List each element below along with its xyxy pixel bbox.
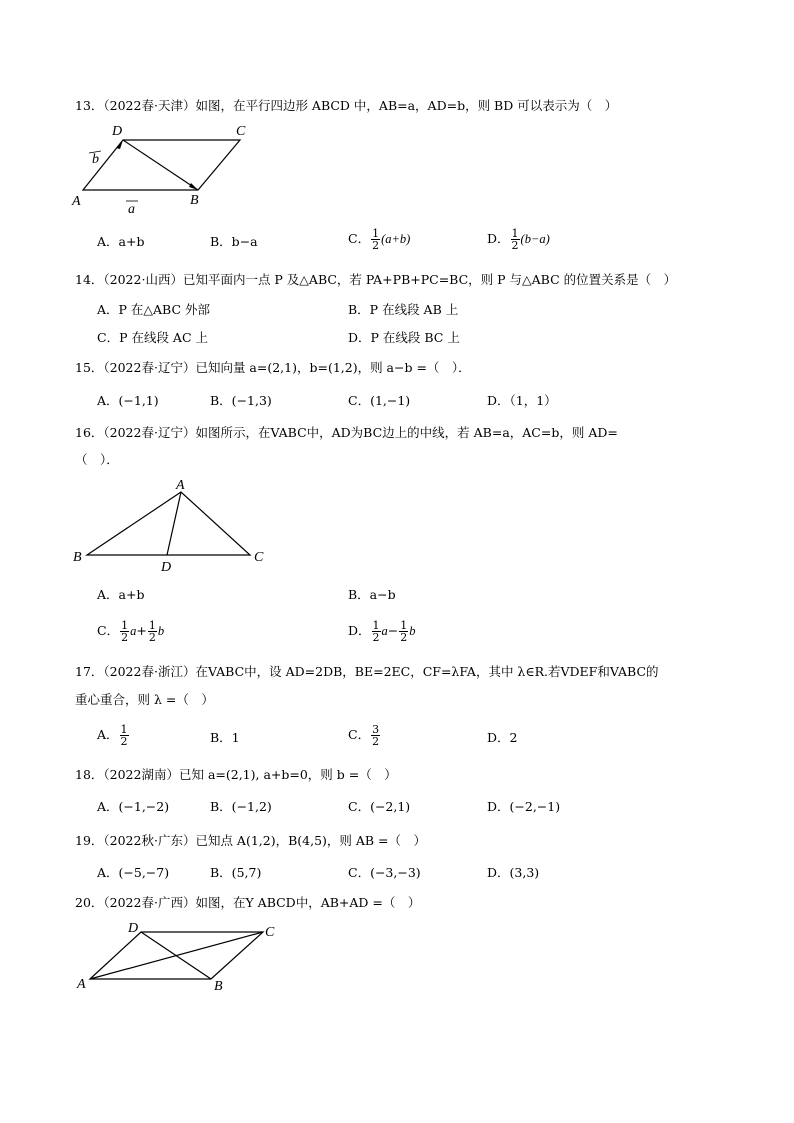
q16-triangle-figure <box>70 476 280 576</box>
q13-option-c[interactable]: C． $\frac{1}{2}$ (a+b) <box>348 227 411 252</box>
q13-label-vec-b: b <box>92 152 99 167</box>
q15-option-a[interactable]: A．(−1,1) <box>97 393 159 408</box>
q20-label-d: D <box>128 921 139 936</box>
q20-label-c: C <box>265 925 275 940</box>
q13-label-d: D <box>112 124 123 139</box>
question-16-stem-line2: （ ）． <box>75 452 119 467</box>
q16-label-b: B <box>73 550 82 565</box>
q17-option-a[interactable]: A． $\frac{1}{2}$ <box>97 723 128 748</box>
q13-d-fraction: $\frac{1}{2}$ <box>511 227 519 252</box>
q17-option-c[interactable]: C． $\frac{3}{2}$ <box>348 723 380 748</box>
q13-label-vec-a: a <box>128 202 135 217</box>
question-18-stem: 18．（2022湖南）已知 a=(2,1), a+b=0，则 b =（ ） <box>75 767 397 782</box>
q14-option-b[interactable]: B．P 在线段 AB 上 <box>348 302 459 317</box>
q13-option-d[interactable]: D． $\frac{1}{2}$ (b−a) <box>487 227 550 252</box>
q16-option-a[interactable]: A．a+b <box>97 587 145 602</box>
q15-option-d[interactable]: D．（1，1） <box>487 393 557 408</box>
q18-option-d[interactable]: D．(−2,−1) <box>487 799 561 814</box>
q17-option-b[interactable]: B．1 <box>210 730 240 745</box>
q16-label-a: A <box>176 478 185 493</box>
question-16-stem: 16．（2022春·辽宁）如图所示，在VABC中，AD为BC边上的中线，若 AB=a，AC=b，则 AD= <box>75 425 618 440</box>
q19-option-d[interactable]: D．(3,3) <box>487 865 540 880</box>
q16-option-d[interactable]: D． $\frac{1}{2}$ a− $\frac{1}{2}$ b <box>348 619 416 644</box>
q13-arrowhead-bd <box>189 183 198 190</box>
q15-option-b[interactable]: B．(−1,3) <box>210 393 272 408</box>
q14-option-d[interactable]: D．P 在线段 BC 上 <box>348 330 460 345</box>
question-15-stem: 15．（2022春·辽宁）已知向量 a=(2,1)，b=(1,2)，则 a−b =（ ）． <box>75 360 471 375</box>
q13-arrowhead-ad <box>116 140 123 149</box>
question-14-stem: 14．（2022·山西）已知平面内一点 P 及△ABC，若 PA+PB+PC=BC，则 P 与△ABC 的位置关系是（ ） <box>75 272 677 287</box>
q20-label-a: A <box>77 977 86 992</box>
q16-option-b[interactable]: B．a−b <box>348 587 396 602</box>
q18-option-b[interactable]: B．(−1,2) <box>210 799 272 814</box>
question-20-stem: 20．（2022春·广西）如图，在Y ABCD中，AB+AD =（ ） <box>75 895 421 910</box>
question-19-stem: 19．（2022秋·广东）已知点 A(1,2)，B(4,5)，则 AB =（ ） <box>75 833 427 848</box>
q20-label-b: B <box>214 979 223 994</box>
q16-median-ad <box>167 492 181 555</box>
q19-option-c[interactable]: C．(−3,−3) <box>348 865 421 880</box>
q17-option-d[interactable]: D．2 <box>487 730 518 745</box>
question-17-stem-line2: 重心重合，则 λ =（ ） <box>75 692 214 707</box>
q15-option-c[interactable]: C．(1,−1) <box>348 393 411 408</box>
q13-label-c: C <box>236 124 246 139</box>
q16-label-d: D <box>161 560 172 575</box>
question-17-stem: 17．（2022春·浙江）在VABC中，设 AD=2DB，BE=2EC，CF=λFA，其中 λ∈R.若VDEF和VABC的 <box>75 664 659 679</box>
q20-diagonal-bd <box>141 932 211 979</box>
q13-label-b: B <box>190 193 199 208</box>
question-13-stem: 13．（2022春·天津）如图，在平行四边形 ABCD 中，AB=a，AD=b，则 BD 可以表示为（ ） <box>75 98 618 113</box>
q19-option-b[interactable]: B．(5,7) <box>210 865 262 880</box>
q14-option-c[interactable]: C．P 在线段 AC 上 <box>97 330 208 345</box>
q13-option-a[interactable]: A．a+b <box>97 234 145 249</box>
q19-option-a[interactable]: A．(−5,−7) <box>97 865 170 880</box>
q13-c-fraction: $\frac{1}{2}$ <box>372 227 380 252</box>
q14-option-a[interactable]: A．P 在△ABC 外部 <box>97 302 211 317</box>
q13-diagonal-bd <box>123 140 198 190</box>
q16-label-c: C <box>254 550 264 565</box>
q13-parallelogram-figure <box>70 120 260 220</box>
q18-option-a[interactable]: A．(−1,−2) <box>97 799 170 814</box>
q16-option-c[interactable]: C． $\frac{1}{2}$ a+ $\frac{1}{2}$ b <box>97 619 165 644</box>
q20-parallelogram-figure <box>70 918 290 998</box>
q13-label-a: A <box>72 194 81 209</box>
q13-option-b[interactable]: B．b−a <box>210 234 258 249</box>
q18-option-c[interactable]: C．(−2,1) <box>348 799 411 814</box>
